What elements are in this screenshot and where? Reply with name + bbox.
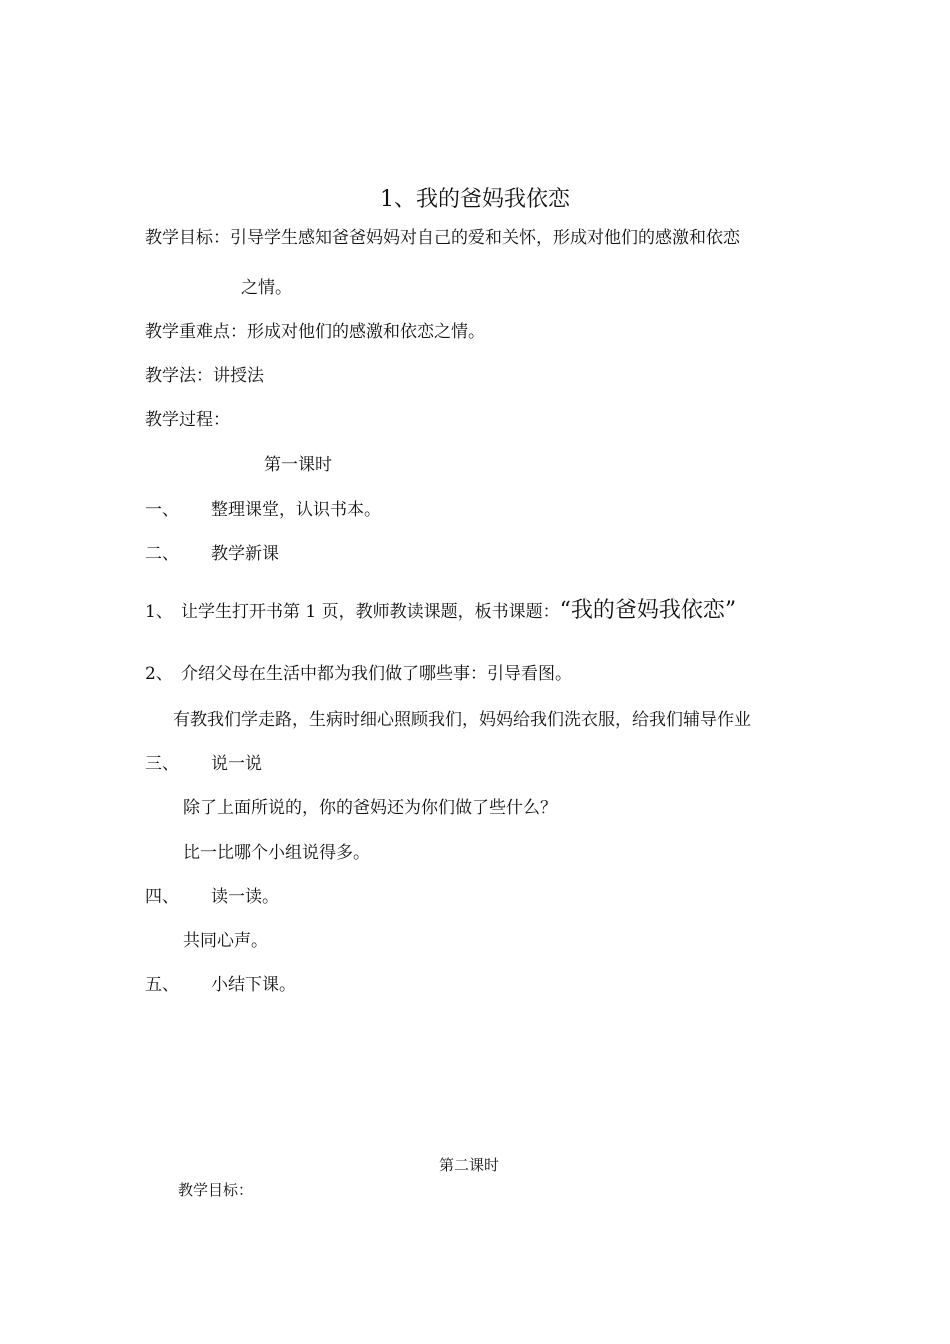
step-number: 一、 [145, 500, 179, 520]
substep-text: 让学生打开书第 1 页，教师教读课题，板书课题： [181, 602, 560, 622]
step-text: 小结下课。 [211, 975, 296, 995]
teaching-process-label: 教学过程： [145, 410, 230, 430]
step-5 [145, 973, 296, 997]
step-text: 读一读。 [211, 887, 279, 907]
lesson2-objective-label: 教学目标： [178, 1181, 254, 1199]
substep-2-detail: 有教我们学走路，生病时细心照顾我们，妈妈给我们洗衣服，给我们辅导作业 [173, 710, 751, 730]
talk-question-1: 除了上面所说的，你的爸妈还为你们做了些什么？ [183, 798, 557, 818]
step-4 [145, 885, 279, 909]
step-number: 五、 [145, 975, 179, 995]
teaching-method: 教学法：讲授法 [145, 366, 264, 386]
substep-number: 1、 [145, 602, 173, 622]
read-detail: 共同心声。 [183, 931, 268, 951]
step-number: 二、 [145, 544, 179, 564]
objective-text: 引导学生感知爸爸妈妈对自己的爱和关怀，形成对他们的感激和依恋 [230, 228, 740, 248]
step-3 [145, 752, 262, 776]
step-text: 说一说 [211, 754, 262, 774]
step-1 [145, 498, 381, 522]
substep-1 [145, 596, 736, 627]
lesson2-heading: 第二课时 [439, 1156, 500, 1174]
step-2 [145, 542, 279, 566]
board-title: “我的爸妈我依恋” [559, 598, 737, 623]
step-text: 整理课堂，认识书本。 [211, 500, 381, 520]
objective-label: 教学目标： [145, 228, 230, 248]
talk-question-2: 比一比哪个小组说得多。 [183, 843, 370, 863]
substep-text: 介绍父母在生活中都为我们做了哪些事：引导看图。 [181, 664, 572, 684]
substep-2 [145, 662, 572, 686]
step-text: 教学新课 [211, 544, 279, 564]
step-number: 三、 [145, 754, 179, 774]
key-points: 教学重难点：形成对他们的感激和依恋之情。 [145, 322, 485, 342]
substep-number: 2、 [145, 664, 173, 684]
objective-continuation: 之情。 [241, 278, 292, 298]
step-number: 四、 [145, 887, 179, 907]
lesson1-heading: 第一课时 [264, 455, 332, 475]
objective-line [145, 226, 740, 250]
document-title: 1、我的爸妈我依恋 [380, 187, 570, 212]
